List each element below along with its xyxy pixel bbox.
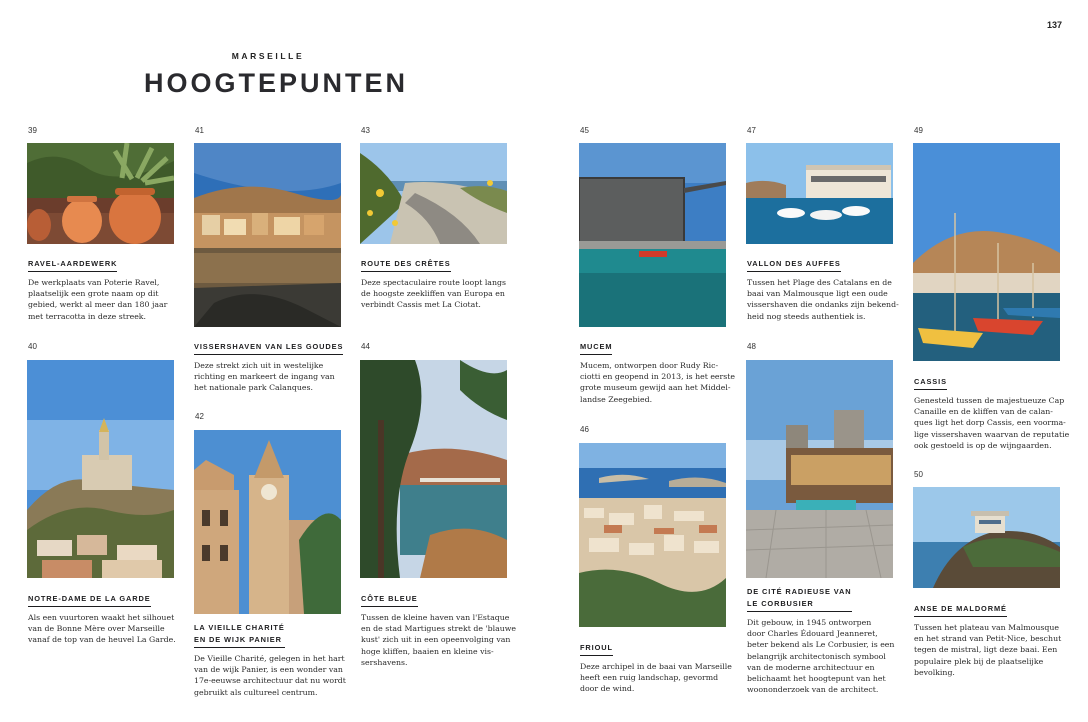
frioul-photo <box>579 443 726 627</box>
mucem-photo <box>579 143 726 327</box>
caption-body: Mucem, ontworpen door Rudy Ric- ciotti en geopend in 2013, is het eerste grote museum gewijd aan het Middel- landse Zeegebied. <box>580 361 736 404</box>
page-number: 137 <box>1046 20 1062 30</box>
caption-title: ROUTE DES CRÊTES <box>361 258 451 272</box>
caption-body: Deze strekt zich uit in westelijke richting en markeert de ingang van het nationale park Calanques. <box>194 361 335 393</box>
caption-body: Als een vuurtoren waakt het silhouet van de Bonne Mère over Marseille vanaf de top van de heuvel La Garde. <box>28 613 176 645</box>
item-number: 44 <box>361 342 370 351</box>
cassis-photo <box>913 143 1060 361</box>
caption-title: NOTRE-DAME DE LA GARDE <box>28 593 151 607</box>
caption-title: CÔTE BLEUE <box>361 593 418 607</box>
item-number: 49 <box>914 126 923 135</box>
caption-title: RAVEL-AARDEWERK <box>28 258 117 272</box>
item-number: 43 <box>361 126 370 135</box>
caption-cite-radieuse <box>747 586 899 695</box>
caption-body: Tussen de kleine haven van l'Estaque en de stad Martigues strekt de 'blauwe kust' zich uit in een opeenvolging van hoge kliffen, baaien en kleine vis- sershavens. <box>361 613 517 667</box>
item-number: 41 <box>195 126 204 135</box>
caption-cassis <box>914 369 1070 451</box>
cote-bleue-photo <box>360 360 507 578</box>
section-kicker: MARSEILLE <box>231 51 305 61</box>
caption-body: Genesteld tussen de majestueuze Cap Canaille en de kliffen van de calan- ques ligt het dorp Cassis, een voorma- lige vissershaven waarvan de reputatie ook gestoeld is op de wijngaarden. <box>914 396 1070 450</box>
caption-frioul <box>580 635 732 695</box>
notre-dame-photo <box>27 360 174 578</box>
item-number: 46 <box>580 425 589 434</box>
caption-cote-bleue <box>361 586 517 668</box>
vallon-des-auffes-photo <box>746 143 893 244</box>
caption-title: VISSERSHAVEN VAN LES GOUDES <box>194 341 343 355</box>
caption-body: Tussen het Plage des Catalans en de baai van Malmousque ligt een oude vissershaven die ondanks zijn bekend- heid nog steeds authentiek is. <box>747 278 899 321</box>
ravel-pottery-photo <box>27 143 174 244</box>
caption-body: De Vieille Charité, gelegen in het hart van de wijk Panier, is een wonder van 17e-eeuwse architectuur dat nu wordt gebruikt als cultureel centrum. <box>194 654 346 697</box>
caption-vallon-des-auffes <box>747 251 899 322</box>
caption-title: ANSE DE MALDORMÉ <box>914 603 1007 617</box>
caption-body: Deze archipel in de baai van Marseille heeft een ruig landschap, gevormd door de wind. <box>580 662 732 694</box>
caption-body: Tussen het plateau van Malmousque en het strand van Petit-Nice, beschut tegen de mistral, ligt deze baai. Een populaire plek bij de plaatselijke bevolking. <box>914 623 1062 677</box>
les-goudes-photo <box>194 143 341 327</box>
page-title: HOOGTEPUNTEN <box>144 68 409 98</box>
caption-les-goudes <box>194 334 346 394</box>
item-number: 39 <box>28 126 37 135</box>
vieille-charite-photo <box>194 430 341 614</box>
route-des-cretes-photo <box>360 143 507 244</box>
caption-body: Deze spectaculaire route loopt langs de hoogste zeekliffen van Europa en verbindt Cassis met La Ciotat. <box>361 278 506 310</box>
caption-title: CASSIS <box>914 376 947 390</box>
caption-body: Dit gebouw, in 1945 ontworpen door Charles Édouard Jeanneret, beter bekend als Le Corbusier, is een belangrijk architectonisch symbool van de moderne architectuur en belichaamt het hoogtepunt van het woononderzoek van de architect. <box>747 618 895 695</box>
caption-title: VALLON DES AUFFES <box>747 258 841 272</box>
caption-title: MUCEM <box>580 341 612 355</box>
caption-route-des-cretes <box>361 251 513 311</box>
cite-radieuse-photo <box>746 360 893 578</box>
item-number: 47 <box>747 126 756 135</box>
caption-notre-dame <box>28 586 180 646</box>
item-number: 50 <box>914 470 923 479</box>
caption-title: FRIOUL <box>580 642 613 656</box>
anse-de-maldorme-photo <box>913 487 1060 588</box>
caption-title: DE CITÉ RADIEUSE VAN LE CORBUSIER <box>747 586 852 612</box>
caption-mucem <box>580 334 736 405</box>
item-number: 42 <box>195 412 204 421</box>
caption-anse-de-maldorme <box>914 596 1066 678</box>
caption-title: LA VIEILLE CHARITÉ EN DE WIJK PANIER <box>194 622 285 648</box>
item-number: 40 <box>28 342 37 351</box>
item-number: 45 <box>580 126 589 135</box>
item-number: 48 <box>747 342 756 351</box>
caption-ravel <box>28 251 180 322</box>
caption-vieille-charite <box>194 622 346 698</box>
caption-body: De werkplaats van Poterie Ravel, plaatselijk een grote naam op dit gebied, werkt al meer dan 180 jaar met terracotta in deze streek. <box>28 278 168 321</box>
